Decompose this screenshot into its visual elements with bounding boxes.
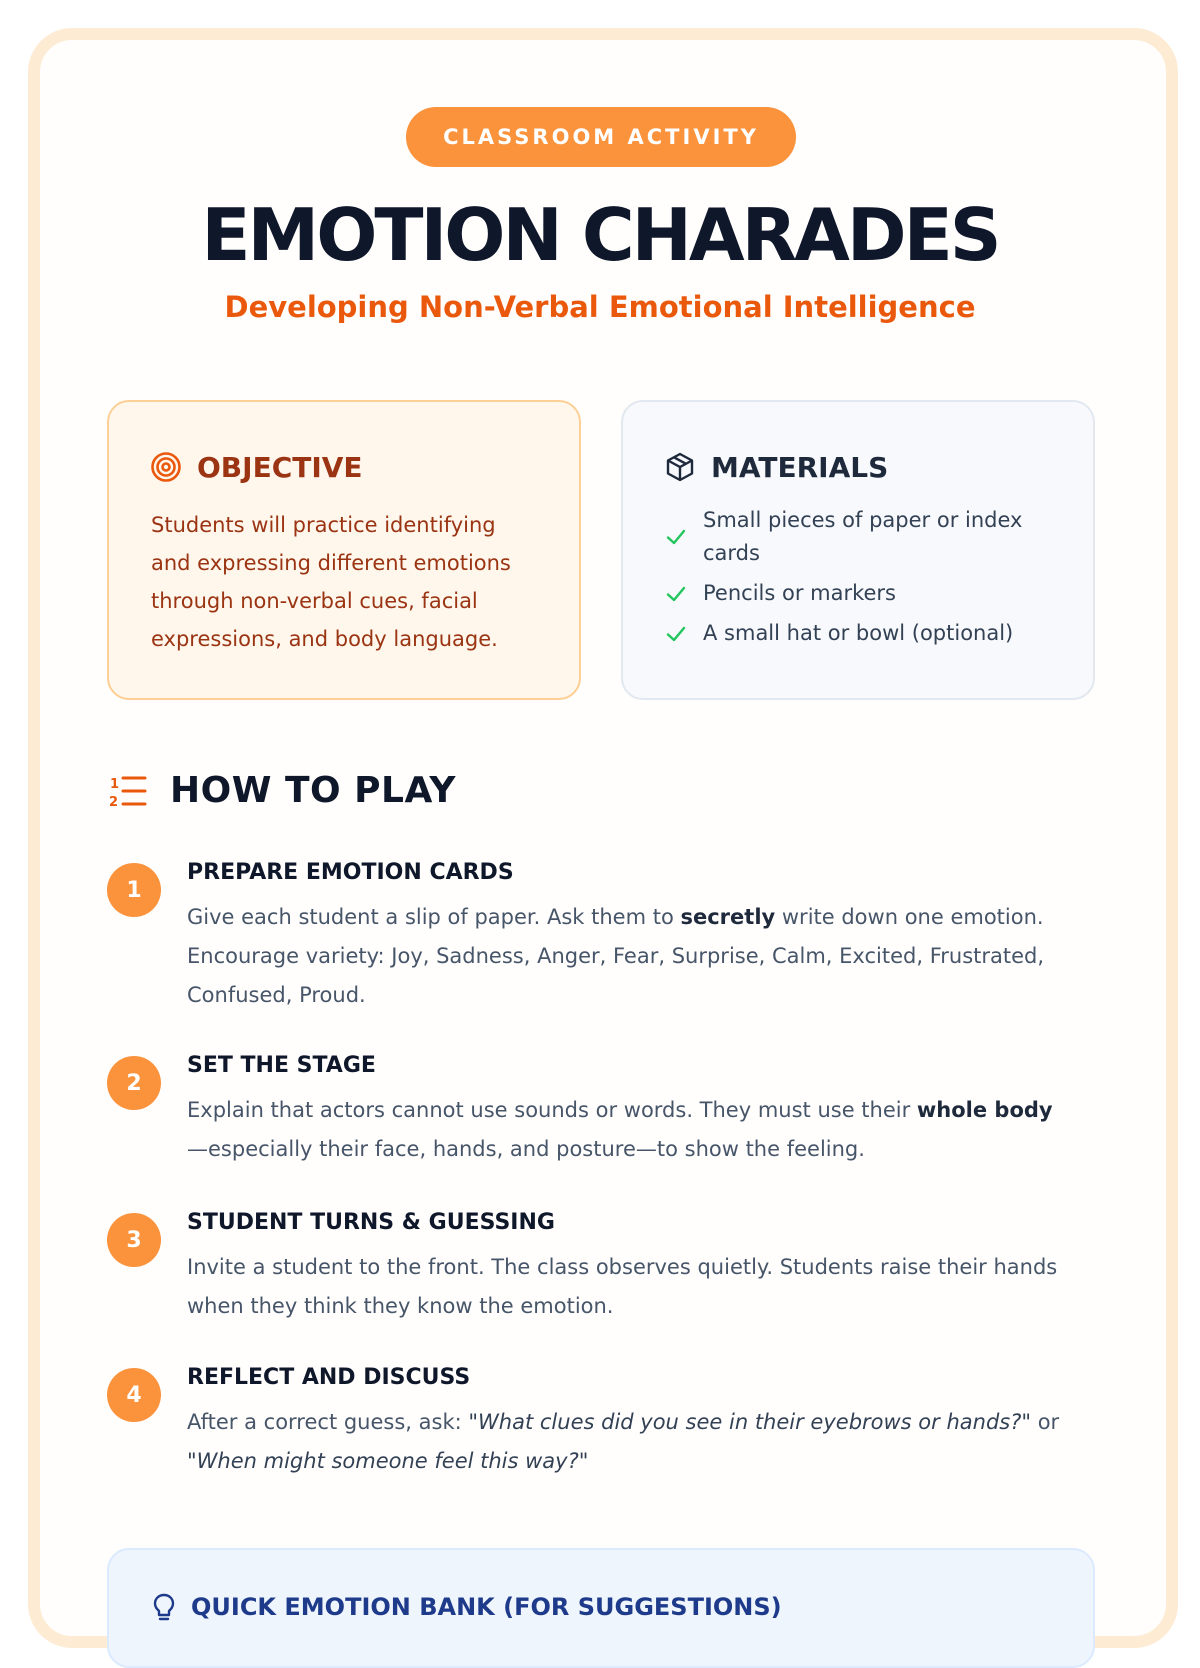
materials-item	[665, 617, 1065, 650]
emotion-bank-header	[149, 1592, 782, 1622]
step-number-badge: 4	[107, 1368, 161, 1422]
svg-text:2: 2	[109, 794, 119, 810]
step-body: Explain that actors cannot use sounds or words. They must use their whole body—especially their face, hands, and posture—to show the feeling.	[187, 1098, 1053, 1161]
materials-header	[663, 450, 888, 484]
materials-item-label: A small hat or bowl (optional)	[703, 621, 1014, 645]
step-body: Give each student a slip of paper. Ask them to secretly write down one emotion. Encourage variety: Joy, Sadness, Anger, Fear, Surprise, Calm, Excited, Frustrated, Confused, Proud.	[187, 905, 1045, 1007]
step-body: Invite a student to the front. The class observes quietly. Students raise their hands when they think they know the emotion.	[187, 1255, 1058, 1318]
step-title: REFLECT AND DISCUSS	[187, 1365, 471, 1390]
check-icon	[665, 577, 689, 610]
emotion-bank-heading: QUICK EMOTION BANK (FOR SUGGESTIONS)	[191, 1593, 782, 1621]
emotion-bank-card	[107, 1548, 1095, 1668]
step-number-badge: 1	[107, 863, 161, 917]
step-title: STUDENT TURNS & GUESSING	[187, 1210, 555, 1235]
step-emphasis: secretly	[680, 905, 776, 929]
step-body: After a correct guess, ask: "What clues did you see in their eyebrows or hands?" or "When might someone feel this way?"	[187, 1410, 1060, 1473]
category-badge-label: CLASSROOM ACTIVITY	[443, 125, 759, 149]
page-subtitle: Developing Non-Verbal Emotional Intelligence	[224, 290, 976, 324]
materials-item-label: Small pieces of paper or index cards	[703, 508, 1023, 565]
check-icon	[665, 617, 689, 650]
objective-header	[149, 450, 363, 484]
category-badge	[406, 107, 796, 167]
step-emphasis: whole body	[916, 1098, 1053, 1122]
how-to-play-header	[108, 770, 456, 811]
step-title: SET THE STAGE	[187, 1053, 376, 1078]
materials-item	[665, 504, 1065, 570]
numbered-list-icon	[108, 771, 148, 811]
materials-item-label: Pencils or markers	[703, 581, 896, 605]
step-title: PREPARE EMOTION CARDS	[187, 860, 514, 885]
step-quote: "What clues did you see in their eyebrows or hands?"	[468, 1410, 1032, 1434]
step-number-badge: 3	[107, 1213, 161, 1267]
materials-heading: MATERIALS	[711, 450, 889, 484]
box-icon	[663, 450, 697, 484]
materials-card	[621, 400, 1095, 700]
check-icon	[665, 504, 689, 570]
objective-text: Students will practice identifying and expressing different emotions through non-verbal cues, facial expressions, and body language.	[151, 513, 511, 651]
materials-item	[665, 577, 1065, 610]
lightbulb-icon	[149, 1592, 179, 1622]
svg-text:1: 1	[110, 776, 120, 792]
page-title: EMOTION CHARADES	[201, 193, 999, 277]
how-to-play-heading: HOW TO PLAY	[170, 770, 456, 811]
step-quote: "When might someone feel this way?"	[187, 1449, 589, 1473]
step-number-badge: 2	[107, 1056, 161, 1110]
objective-heading: OBJECTIVE	[197, 450, 363, 484]
target-icon	[149, 450, 183, 484]
objective-card	[107, 400, 581, 700]
materials-list	[665, 504, 1065, 657]
